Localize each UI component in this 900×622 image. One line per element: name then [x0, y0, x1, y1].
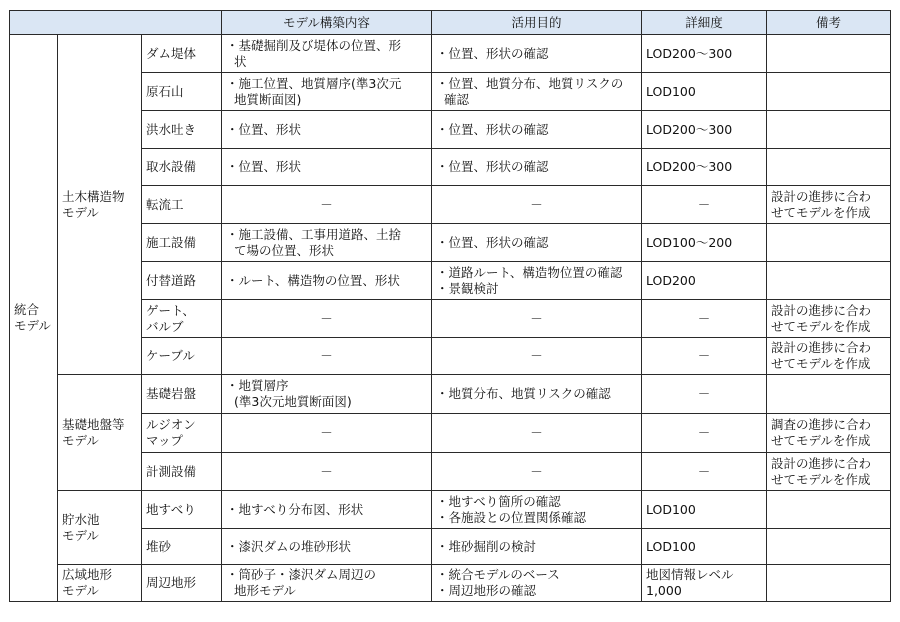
text-line: －: [697, 196, 711, 212]
text-line: ・施工設備、工事用道路、土捨: [226, 226, 402, 242]
table-row: [10, 262, 891, 300]
purpose-cell: [432, 565, 642, 602]
content-cell: [222, 73, 432, 111]
text-line: －: [530, 348, 543, 363]
table-row: [10, 375, 891, 414]
table-row: [10, 529, 891, 565]
table-row: [10, 73, 891, 111]
content-cell: [222, 35, 432, 73]
text-line: LOD100: [646, 83, 696, 99]
table-row: [10, 111, 891, 149]
item-cell: [142, 35, 222, 73]
text-line: LOD200: [646, 272, 696, 288]
purpose-cell: [432, 414, 642, 453]
text-line: 基礎岩盤: [146, 386, 197, 401]
content-cell: [222, 491, 432, 529]
content-cell: [222, 338, 432, 375]
text-line: モデル: [14, 318, 51, 333]
text-line: 基礎地盤等: [62, 416, 125, 432]
group-foundation: [58, 375, 142, 491]
text-line: 設計の進捗に合わ: [771, 340, 872, 355]
text-line: モデル: [62, 432, 99, 448]
text-line: 転流工: [146, 196, 184, 212]
text-line: 地すべり: [146, 501, 196, 517]
group-reservoir: [58, 491, 142, 565]
text-line: 地形モデル: [234, 583, 296, 598]
text-line: －: [530, 425, 543, 440]
text-line: 施工設備: [146, 234, 197, 250]
content-cell: [222, 111, 432, 149]
content-cell: [222, 565, 432, 602]
content-cell: [222, 414, 432, 453]
text-line: ・ルート、構造物の位置、形状: [226, 272, 400, 288]
item-cell: [142, 224, 222, 262]
text-line: －: [320, 310, 333, 326]
table-row: [10, 224, 891, 262]
purpose-cell: [432, 300, 642, 338]
text-line: ・位置、形状の確認: [436, 45, 549, 61]
purpose-cell: [432, 149, 642, 186]
text-line: －: [697, 310, 711, 326]
remarks-cell: [767, 529, 891, 565]
lod-cell: [642, 186, 767, 224]
purpose-cell: [432, 35, 642, 73]
remarks-cell: [767, 35, 891, 73]
lod-cell: [642, 300, 767, 338]
purpose-cell: [432, 453, 642, 491]
text-line: ゲート、: [146, 302, 195, 318]
purpose-cell: [432, 111, 642, 149]
lod-cell: [642, 375, 767, 414]
lod-cell: [642, 73, 767, 111]
text-line: 原石山: [146, 83, 184, 99]
text-line: 付替道路: [146, 272, 197, 288]
text-line: ・各施設との位置関係確認: [436, 509, 587, 525]
item-cell: [142, 453, 222, 491]
header-remarks: 備考: [767, 11, 891, 35]
content-cell: [222, 224, 432, 262]
table-row: [10, 565, 891, 602]
remarks-cell: [767, 453, 891, 491]
lod-cell: [642, 224, 767, 262]
purpose-cell: [432, 338, 642, 375]
text-line: せてモデルを作成: [771, 471, 871, 487]
remarks-cell: [767, 224, 891, 262]
group-civil-structure: [58, 35, 142, 375]
item-cell: [142, 300, 222, 338]
content-cell: [222, 375, 432, 414]
remarks-cell: [767, 111, 891, 149]
text-line: せてモデルを作成: [771, 433, 871, 448]
lod-cell: [642, 262, 767, 300]
text-line: ・位置、形状の確認: [436, 234, 549, 250]
text-line: LOD100: [646, 501, 696, 517]
text-line: ・地すべり箇所の確認: [436, 493, 561, 509]
purpose-cell: [432, 375, 642, 414]
group-wide-terrain: [58, 565, 142, 602]
text-line: ・位置、地質分布、地質リスクの: [436, 75, 624, 91]
text-line: 計測設備: [146, 463, 197, 479]
header-purpose: 活用目的: [432, 11, 642, 35]
text-line: －: [530, 463, 543, 479]
text-line: LOD200～300: [646, 45, 733, 61]
text-line: LOD100～200: [646, 234, 733, 250]
text-line: －: [320, 463, 333, 479]
text-line: せてモデルを作成: [771, 356, 871, 371]
text-line: －: [320, 348, 333, 363]
lod-cell: [642, 491, 767, 529]
purpose-cell: [432, 262, 642, 300]
text-line: 取水設備: [146, 159, 197, 174]
content-cell: [222, 529, 432, 565]
text-line: 1,000: [646, 583, 682, 598]
text-line: －: [697, 425, 711, 440]
text-line: ・位置、形状: [226, 159, 302, 174]
remarks-cell: [767, 338, 891, 375]
content-cell: [222, 262, 432, 300]
purpose-cell: [432, 73, 642, 111]
lod-cell: [642, 565, 767, 602]
text-line: せてモデルを作成: [771, 318, 871, 334]
table-row: [10, 491, 891, 529]
remarks-cell: [767, 565, 891, 602]
item-cell: [142, 111, 222, 149]
item-cell: [142, 262, 222, 300]
table-row: [10, 338, 891, 375]
item-cell: [142, 414, 222, 453]
item-cell: [142, 186, 222, 224]
model-spec-table: [9, 10, 891, 602]
text-line: 洪水吐き: [146, 121, 197, 137]
item-cell: [142, 375, 222, 414]
lod-cell: [642, 414, 767, 453]
text-line: ・統合モデルのベース: [436, 567, 560, 582]
text-line: モデル: [62, 527, 99, 543]
text-line: せてモデルを作成: [771, 204, 871, 220]
purpose-cell: [432, 491, 642, 529]
remarks-cell: [767, 186, 891, 224]
header-blank: [10, 11, 222, 35]
item-cell: [142, 149, 222, 186]
text-line: マップ: [146, 433, 184, 448]
remarks-cell: [767, 300, 891, 338]
text-line: LOD200～300: [646, 159, 733, 174]
text-line: LOD100: [646, 538, 696, 554]
lod-cell: [642, 338, 767, 375]
lod-cell: [642, 453, 767, 491]
item-cell: [142, 565, 222, 602]
text-line: 広域地形: [62, 567, 113, 582]
text-line: 設計の進捗に合わ: [771, 302, 872, 318]
text-line: ・施工位置、地質層序(準3次元: [226, 75, 402, 91]
text-line: ・位置、形状の確認: [436, 159, 549, 174]
remarks-cell: [767, 73, 891, 111]
text-line: 堆砂: [146, 538, 172, 554]
text-line: ・基礎掘削及び堤体の位置、形: [226, 37, 402, 53]
lod-cell: [642, 111, 767, 149]
text-line: －: [697, 386, 711, 401]
text-line: ダム堤体: [146, 45, 197, 61]
group-integrated-model: [10, 35, 58, 602]
table-row: [10, 300, 891, 338]
text-line: 周辺地形: [146, 575, 197, 590]
content-cell: [222, 149, 432, 186]
text-line: ・漆沢ダムの堆砂形状: [226, 538, 352, 554]
text-line: ・位置、形状: [226, 121, 302, 137]
text-line: モデル: [62, 583, 99, 598]
table-row: [10, 186, 891, 224]
text-line: 設計の進捗に合わ: [771, 455, 872, 471]
remarks-cell: [767, 262, 891, 300]
content-cell: [222, 300, 432, 338]
remarks-cell: [767, 491, 891, 529]
text-line: －: [320, 196, 333, 212]
remarks-cell: [767, 375, 891, 414]
text-line: バルブ: [146, 318, 184, 334]
item-cell: [142, 529, 222, 565]
header-content: モデル構築内容: [222, 11, 432, 35]
text-line: －: [697, 463, 711, 479]
content-cell: [222, 453, 432, 491]
purpose-cell: [432, 529, 642, 565]
item-cell: [142, 491, 222, 529]
text-line: ・周辺地形の確認: [436, 583, 537, 598]
text-line: －: [697, 348, 711, 363]
remarks-cell: [767, 414, 891, 453]
text-line: ルジオン: [146, 417, 196, 432]
content-cell: [222, 186, 432, 224]
item-cell: [142, 338, 222, 375]
header-lod: 詳細度: [642, 11, 767, 35]
text-line: 確認: [444, 91, 470, 107]
text-line: ・地質分布、地質リスクの確認: [436, 386, 611, 401]
lod-cell: [642, 149, 767, 186]
remarks-cell: [767, 149, 891, 186]
text-line: 設計の進捗に合わ: [771, 188, 872, 204]
lod-cell: [642, 35, 767, 73]
text-line: ・地質層序: [226, 378, 289, 393]
text-line: モデル: [62, 204, 99, 220]
text-line: －: [530, 310, 543, 326]
header-row: [10, 11, 891, 35]
lod-cell: [642, 529, 767, 565]
table-row: [10, 35, 891, 73]
table-row: [10, 149, 891, 186]
text-line: 地質断面図): [234, 91, 302, 107]
purpose-cell: [432, 186, 642, 224]
table-row: [10, 453, 891, 491]
text-line: ・道路ルート、構造物位置の確認: [436, 264, 623, 280]
purpose-cell: [432, 224, 642, 262]
text-line: て場の位置、形状: [234, 242, 335, 258]
text-line: －: [320, 425, 333, 440]
text-line: 状: [234, 53, 247, 69]
text-line: ケーブル: [146, 348, 195, 363]
text-line: ・地すべり分布図、形状: [226, 501, 364, 517]
text-line: 統合: [14, 302, 40, 317]
item-cell: [142, 73, 222, 111]
text-line: －: [530, 196, 543, 212]
text-line: 調査の進捗に合わ: [771, 417, 872, 432]
text-line: ・位置、形状の確認: [436, 121, 549, 137]
text-line: ・景観検討: [436, 280, 499, 296]
table-row: [10, 414, 891, 453]
text-line: ・筒砂子・漆沢ダム周辺の: [226, 567, 377, 582]
text-line: 地図情報レベル: [646, 567, 734, 582]
text-line: (準3次元地質断面図): [234, 394, 352, 409]
text-line: ・堆砂掘削の検討: [436, 538, 537, 554]
text-line: 土木構造物: [62, 188, 125, 204]
text-line: 貯水池: [62, 511, 100, 527]
text-line: LOD200～300: [646, 121, 733, 137]
